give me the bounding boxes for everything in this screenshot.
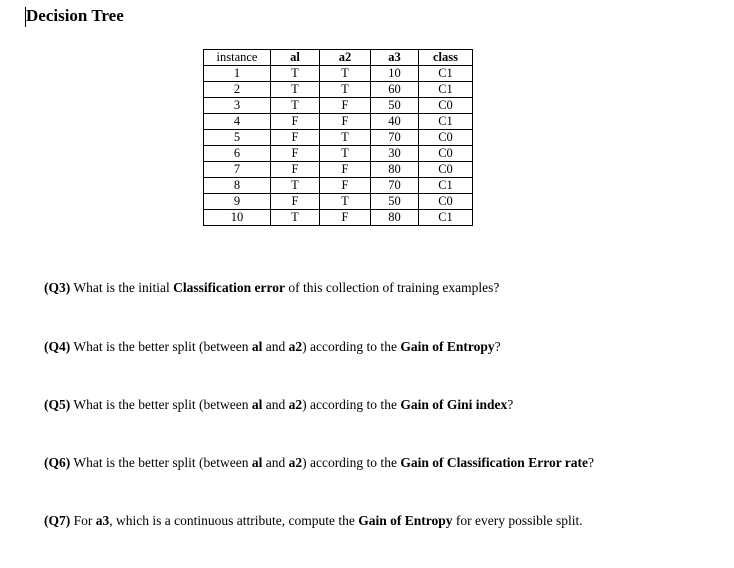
question-text: of this collection of training examples?: [284, 280, 500, 295]
cell-class: C0: [419, 162, 473, 178]
cell-al: F: [271, 130, 320, 146]
cell-a3: 80: [371, 162, 419, 178]
cell-class: C1: [419, 210, 473, 226]
cell-class: C0: [419, 130, 473, 146]
question-q6: [44, 455, 594, 471]
cell-a2: T: [320, 130, 371, 146]
question-keyword: al: [251, 455, 263, 470]
cell-instance: 1: [204, 66, 271, 82]
cell-instance: 4: [204, 114, 271, 130]
cell-class: C1: [419, 178, 473, 194]
cell-al: T: [271, 98, 320, 114]
question-text: ?: [507, 397, 514, 412]
question-number: (Q5): [44, 397, 71, 412]
cell-a3: 50: [371, 194, 419, 210]
cell-class: C1: [419, 82, 473, 98]
question-text: For: [70, 513, 96, 528]
cell-a2: T: [320, 66, 371, 82]
question-text: What is the better split (between: [70, 339, 252, 354]
table-row: [204, 162, 473, 178]
question-text: What is the better split (between: [70, 397, 252, 412]
cell-al: T: [271, 66, 320, 82]
question-keyword: al: [251, 397, 263, 412]
cell-al: F: [271, 146, 320, 162]
cell-a3: 80: [371, 210, 419, 226]
cell-a2: F: [320, 98, 371, 114]
cell-a2: F: [320, 210, 371, 226]
cell-a3: 30: [371, 146, 419, 162]
cell-a3: 40: [371, 114, 419, 130]
cell-class: C1: [419, 66, 473, 82]
question-text: , which is a continuous attribute, compute the: [109, 513, 359, 528]
table-row: [204, 114, 473, 130]
question-number: (Q3): [44, 280, 71, 295]
question-number: (Q7): [44, 513, 71, 528]
question-keyword: Gain of Classification Error rate: [400, 455, 589, 470]
cell-instance: 8: [204, 178, 271, 194]
cell-a2: T: [320, 82, 371, 98]
question-q3: [44, 280, 499, 296]
cell-class: C1: [419, 114, 473, 130]
question-keyword: Gain of Gini index: [400, 397, 508, 412]
cell-class: C0: [419, 98, 473, 114]
cell-a2: T: [320, 146, 371, 162]
cell-instance: 3: [204, 98, 271, 114]
question-keyword: a2: [288, 397, 303, 412]
cell-al: F: [271, 194, 320, 210]
cell-al: T: [271, 82, 320, 98]
training-data-table: [203, 49, 473, 226]
cell-al: T: [271, 178, 320, 194]
question-number: (Q4): [44, 339, 71, 354]
document-title: Decision Tree: [26, 6, 124, 25]
cell-instance: 9: [204, 194, 271, 210]
table-row: [204, 178, 473, 194]
cell-a2: F: [320, 162, 371, 178]
header-a3: a3: [371, 50, 419, 66]
header-class: class: [419, 50, 473, 66]
cell-instance: 5: [204, 130, 271, 146]
cell-a2: T: [320, 194, 371, 210]
header-a2: a2: [320, 50, 371, 66]
cell-instance: 6: [204, 146, 271, 162]
question-text: for every possible split.: [452, 513, 583, 528]
cell-a3: 10: [371, 66, 419, 82]
cell-al: F: [271, 162, 320, 178]
question-keyword: Classification error: [173, 280, 285, 295]
question-text: What is the initial: [70, 280, 174, 295]
question-text: ) according to the: [302, 397, 401, 412]
question-keyword: al: [251, 339, 263, 354]
question-text: ?: [494, 339, 501, 354]
cell-al: F: [271, 114, 320, 130]
cell-instance: 10: [204, 210, 271, 226]
table-row: [204, 98, 473, 114]
cell-a2: F: [320, 178, 371, 194]
header-instance: instance: [204, 50, 271, 66]
cell-class: C0: [419, 194, 473, 210]
question-keyword: a3: [95, 513, 110, 528]
table-row: [204, 130, 473, 146]
question-keyword: Gain of Entropy: [358, 513, 453, 528]
question-keyword: a2: [288, 455, 303, 470]
table-row: [204, 66, 473, 82]
question-text: ) according to the: [302, 339, 401, 354]
question-text: and: [262, 339, 289, 354]
cell-instance: 2: [204, 82, 271, 98]
question-q5: [44, 397, 513, 413]
question-text: ?: [588, 455, 595, 470]
table-row: [204, 210, 473, 226]
cell-al: T: [271, 210, 320, 226]
question-text: and: [262, 397, 289, 412]
cell-a2: F: [320, 114, 371, 130]
question-text: ) according to the: [302, 455, 401, 470]
cell-a3: 60: [371, 82, 419, 98]
question-q7: [44, 513, 583, 529]
table-row: [204, 82, 473, 98]
question-text: What is the better split (between: [70, 455, 252, 470]
question-q4: [44, 339, 501, 355]
question-number: (Q6): [44, 455, 71, 470]
table-header-row: [204, 50, 473, 66]
table-row: [204, 194, 473, 210]
question-keyword: Gain of Entropy: [400, 339, 495, 354]
header-al: al: [271, 50, 320, 66]
cell-a3: 70: [371, 130, 419, 146]
question-keyword: a2: [288, 339, 303, 354]
cell-class: C0: [419, 146, 473, 162]
cell-a3: 70: [371, 178, 419, 194]
cell-instance: 7: [204, 162, 271, 178]
cell-a3: 50: [371, 98, 419, 114]
question-text: and: [262, 455, 289, 470]
table-row: [204, 146, 473, 162]
